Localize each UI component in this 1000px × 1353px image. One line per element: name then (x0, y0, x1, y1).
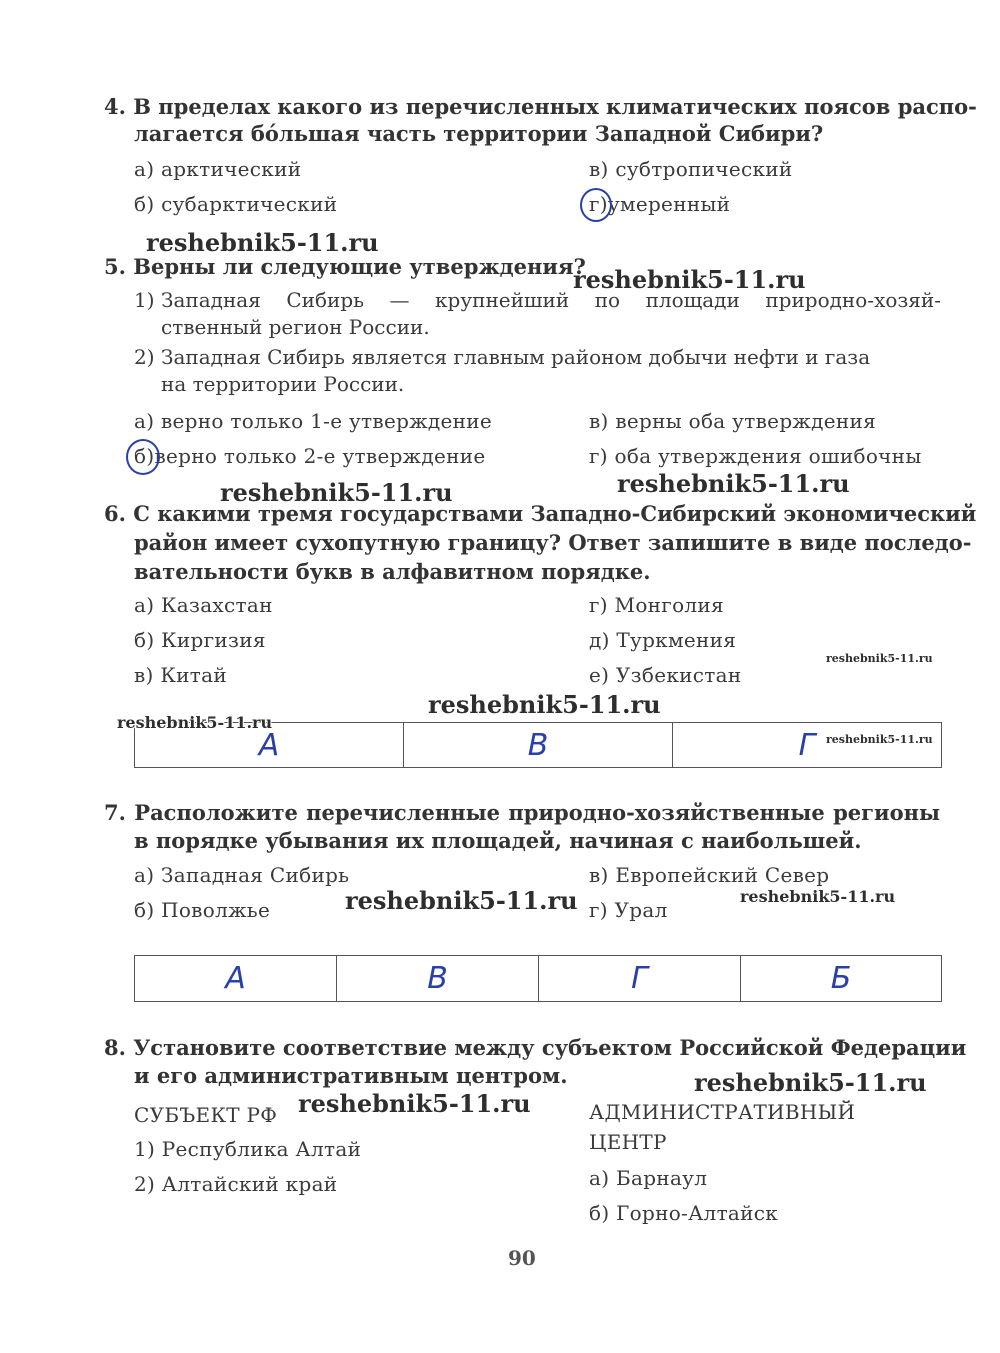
q6-answer-2: В (527, 727, 549, 763)
watermark-11: reshebnik5-11.ru (694, 1068, 927, 1097)
q5-option-b (134, 444, 486, 468)
watermark-8: reshebnik5-11.ru (826, 733, 933, 746)
q8-right-header-2: ЦЕНТР (589, 1130, 667, 1154)
watermark-10: reshebnik5-11.ru (740, 887, 896, 906)
q8-left-header: СУБЪЕКТ РФ (134, 1103, 278, 1127)
watermark-3: reshebnik5-11.ru (220, 478, 453, 507)
watermark-12: reshebnik5-11.ru (298, 1089, 531, 1118)
q5-option-b-letter: б) (134, 444, 155, 468)
q8-left-item-1: 1) Республика Алтай (134, 1137, 362, 1161)
q5-statement-1-line2: ственный регион России. (161, 315, 430, 339)
q4-line1: 4. В пределах какого из перечисленных климатических поясов распо- (104, 94, 977, 119)
watermark-6: reshebnik5-11.ru (428, 690, 661, 719)
watermark-7: reshebnik5-11.ru (117, 713, 273, 732)
q6-line3: вательности букв в алфавитном порядке. (134, 559, 651, 584)
q7-option-g: г) Урал (589, 898, 668, 922)
q7-option-b: б) Поволжье (134, 898, 271, 922)
q6-answer-3: Г (798, 727, 816, 763)
q5-statement-2-line1: Западная Сибирь является главным районом добычи нефти и газа (161, 345, 871, 369)
q6-option-v: в) Китай (134, 663, 227, 687)
watermark-9: reshebnik5-11.ru (345, 886, 578, 915)
q4-line2: лагается бо́льшая часть территории Западной Сибири? (134, 121, 824, 146)
q8-right-item-b: б) Горно-Алтайск (589, 1201, 779, 1225)
q6-option-d: д) Туркмения (589, 628, 737, 652)
q7-answer-2: В (427, 961, 448, 996)
q8-line2: и его административным центром. (134, 1063, 568, 1088)
q7-answer-3: Г (631, 961, 648, 996)
q6-line1: 6. С какими тремя государствами Западно-Сибирский экономический (104, 501, 977, 526)
q5-option-a: а) верно только 1-е утверждение (134, 409, 493, 433)
q8-right-header-1: АДМИНИСТРАТИВНЫЙ (589, 1100, 856, 1124)
q8-left-item-2: 2) Алтайский край (134, 1172, 338, 1196)
q6-option-b: б) Киргизия (134, 628, 266, 652)
q4-option-g-text: умеренный (607, 192, 731, 216)
answer-circle-q5 (126, 439, 160, 475)
q6-line2: район имеет сухопутную границу? Ответ запишите в виде последо- (134, 530, 972, 555)
q6-option-a: а) Казахстан (134, 593, 273, 617)
q5-option-g: г) оба утверждения ошибочны (589, 444, 922, 468)
q5-option-v: в) верны оба утверждения (589, 409, 877, 433)
watermark-5: reshebnik5-11.ru (826, 652, 933, 665)
q7-answer-4: Б (830, 961, 852, 996)
q6-answer-cell[interactable] (404, 723, 673, 767)
watermark-1: reshebnik5-11.ru (146, 228, 379, 257)
q7-answer-table (134, 955, 942, 1002)
q7-option-a: а) Западная Сибирь (134, 863, 350, 887)
watermark-2: reshebnik5-11.ru (573, 265, 806, 294)
q7-answer-1: А (225, 961, 246, 996)
page-number: 90 (508, 1246, 536, 1270)
q6-answer-1: А (258, 727, 280, 763)
q5-statement-1-number: 1) (134, 288, 155, 312)
q8-right-item-a: а) Барнаул (589, 1166, 708, 1190)
answer-circle-q4 (580, 188, 612, 222)
q5-option-b-text: верно только 2-е утверждение (154, 444, 486, 468)
q6-option-g: г) Монголия (589, 593, 724, 617)
q4-option-g-letter: г) (589, 192, 608, 216)
q7-option-v: в) Европейский Север (589, 863, 830, 887)
q4-option-a: а) арктический (134, 157, 302, 181)
q5-title: 5. Верны ли следующие утверждения? (104, 254, 586, 279)
q7-answer-cell[interactable] (539, 956, 741, 1001)
q4-option-b: б) субарктический (134, 192, 338, 216)
q5-statement-2-number: 2) (134, 345, 155, 369)
q5-statement-1-line1: Западная Сибирь — крупнейший по площади природно-хозяй- (161, 288, 941, 312)
watermark-4: reshebnik5-11.ru (617, 469, 850, 498)
q7-answer-cell[interactable] (337, 956, 539, 1001)
q7-answer-cell[interactable] (135, 956, 337, 1001)
q4-option-v: в) субтропический (589, 157, 793, 181)
q7-answer-cell[interactable] (741, 956, 941, 1001)
q5-statement-2-line2: на территории России. (161, 372, 405, 396)
q7-line2: в порядке убывания их площадей, начиная с наибольшей. (134, 828, 862, 853)
q8-line1: 8. Установите соответствие между субъектом Российской Федерации (104, 1035, 967, 1060)
q7-line1: 7. Расположите перечисленные природно-хозяйственные регионы (104, 800, 940, 825)
q6-option-e: е) Узбекистан (589, 663, 742, 687)
